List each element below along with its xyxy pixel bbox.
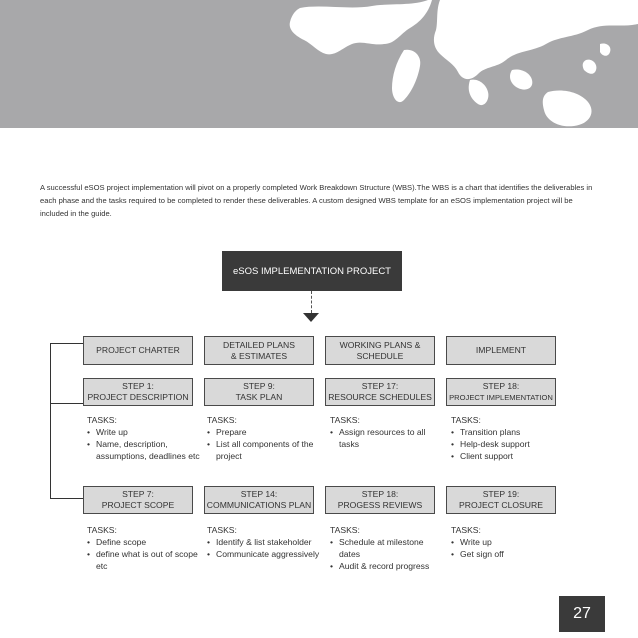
step-number: STEP 19:: [482, 489, 520, 499]
step-name: PROJECT SCOPE: [101, 500, 175, 510]
task-item: • Name, description, assumptions, deadlines etc: [87, 438, 203, 462]
step-name: PROJECT IMPLEMENTATION: [449, 393, 553, 402]
phase-box: [83, 336, 193, 365]
step-box: [325, 486, 435, 514]
world-map-banner: [0, 0, 638, 128]
step-number: STEP 1:: [122, 381, 154, 391]
tasks-list: [330, 414, 446, 450]
phase-label: IMPLEMENT: [475, 345, 527, 355]
bracket-tick-bottom: [50, 498, 83, 499]
intro-paragraph: A successful eSOS project implementation will pivot on a properly completed Work Breakdown Structure (WBS).The WBS is a chart that identifies the deliverables in each phase and the tasks required to be completed to render these deliverables. A custom designed WBS template for an eSOS implementation project will be included in the guide.: [40, 183, 593, 218]
tasks-list: [87, 414, 203, 462]
step-number: STEP 9:: [243, 381, 275, 391]
task-item: • Write up: [87, 426, 203, 438]
step-name: TASK PLAN: [235, 392, 283, 402]
bracket-tick-middle: [50, 403, 83, 404]
tasks-title: TASKS:: [451, 415, 481, 425]
world-map-graphic: [0, 0, 638, 128]
step-name: RESOURCE SCHEDULES: [328, 392, 432, 402]
dashed-connector: [311, 291, 312, 313]
bracket-line: [50, 343, 51, 498]
phase-box: [204, 336, 314, 365]
task-item: • Transition plans: [451, 426, 567, 438]
bracket-tick-top: [50, 343, 83, 344]
task-item: • Schedule at milestone dates: [330, 536, 446, 560]
step-number: STEP 17:: [361, 381, 399, 391]
step-number: STEP 7:: [122, 489, 154, 499]
step-box: [83, 378, 193, 406]
step-name: PROJECT DESCRIPTION: [87, 392, 189, 402]
task-item: • Client support: [451, 450, 567, 462]
task-item: • define what is out of scope etc: [87, 548, 203, 572]
task-item: • List all components of the project: [207, 438, 323, 462]
arrow-down-icon: [303, 313, 319, 322]
tasks-title: TASKS:: [87, 415, 117, 425]
task-item: • Assign resources to all tasks: [330, 426, 446, 450]
tasks-list: [207, 524, 323, 560]
step-box: [83, 486, 193, 514]
step-number: STEP 18:: [482, 381, 520, 391]
step-number: STEP 14:: [240, 489, 278, 499]
phase-label: PROJECT CHARTER: [96, 345, 180, 355]
step-box: [446, 378, 556, 406]
tasks-title: TASKS:: [87, 525, 117, 535]
tasks-list: [207, 414, 323, 462]
tasks-title: TASKS:: [451, 525, 481, 535]
step-name: COMMUNICATIONS PLAN: [206, 500, 312, 510]
tasks-title: TASKS:: [207, 415, 237, 425]
phase-label: & ESTIMATES: [230, 350, 288, 361]
step-box: [325, 378, 435, 406]
task-item: • Define scope: [87, 536, 203, 548]
step-box: [204, 378, 314, 406]
step-name: PROGESS REVIEWS: [337, 500, 423, 510]
tasks-list: [330, 524, 446, 572]
tasks-list: [87, 524, 203, 572]
phase-label: SCHEDULE: [356, 350, 404, 361]
step-box: [446, 486, 556, 514]
phase-box: [446, 336, 556, 365]
task-item: • Communicate aggressively: [207, 548, 323, 560]
step-number: STEP 18:: [361, 489, 399, 499]
tasks-title: TASKS:: [330, 525, 360, 535]
task-item: • Write up: [451, 536, 567, 548]
task-item: • Identify & list stakeholder: [207, 536, 323, 548]
phase-label: DETAILED PLANS: [223, 339, 295, 350]
tasks-list: [451, 524, 567, 560]
step-name: PROJECT CLOSURE: [459, 500, 543, 510]
step-box: [204, 486, 314, 514]
task-item: • Audit & record progress: [330, 560, 446, 572]
root-node-label: eSOS IMPLEMENTATION PROJECT: [232, 265, 391, 277]
tasks-list: [451, 414, 567, 462]
phase-box: [325, 336, 435, 365]
task-item: • Help-desk support: [451, 438, 567, 450]
root-node-box: [222, 251, 402, 291]
tasks-title: TASKS:: [330, 415, 360, 425]
task-item: • Prepare: [207, 426, 323, 438]
phase-label: WORKING PLANS &: [339, 339, 421, 350]
page-number: 27: [559, 596, 605, 632]
task-item: • Get sign off: [451, 548, 567, 560]
tasks-title: TASKS:: [207, 525, 237, 535]
